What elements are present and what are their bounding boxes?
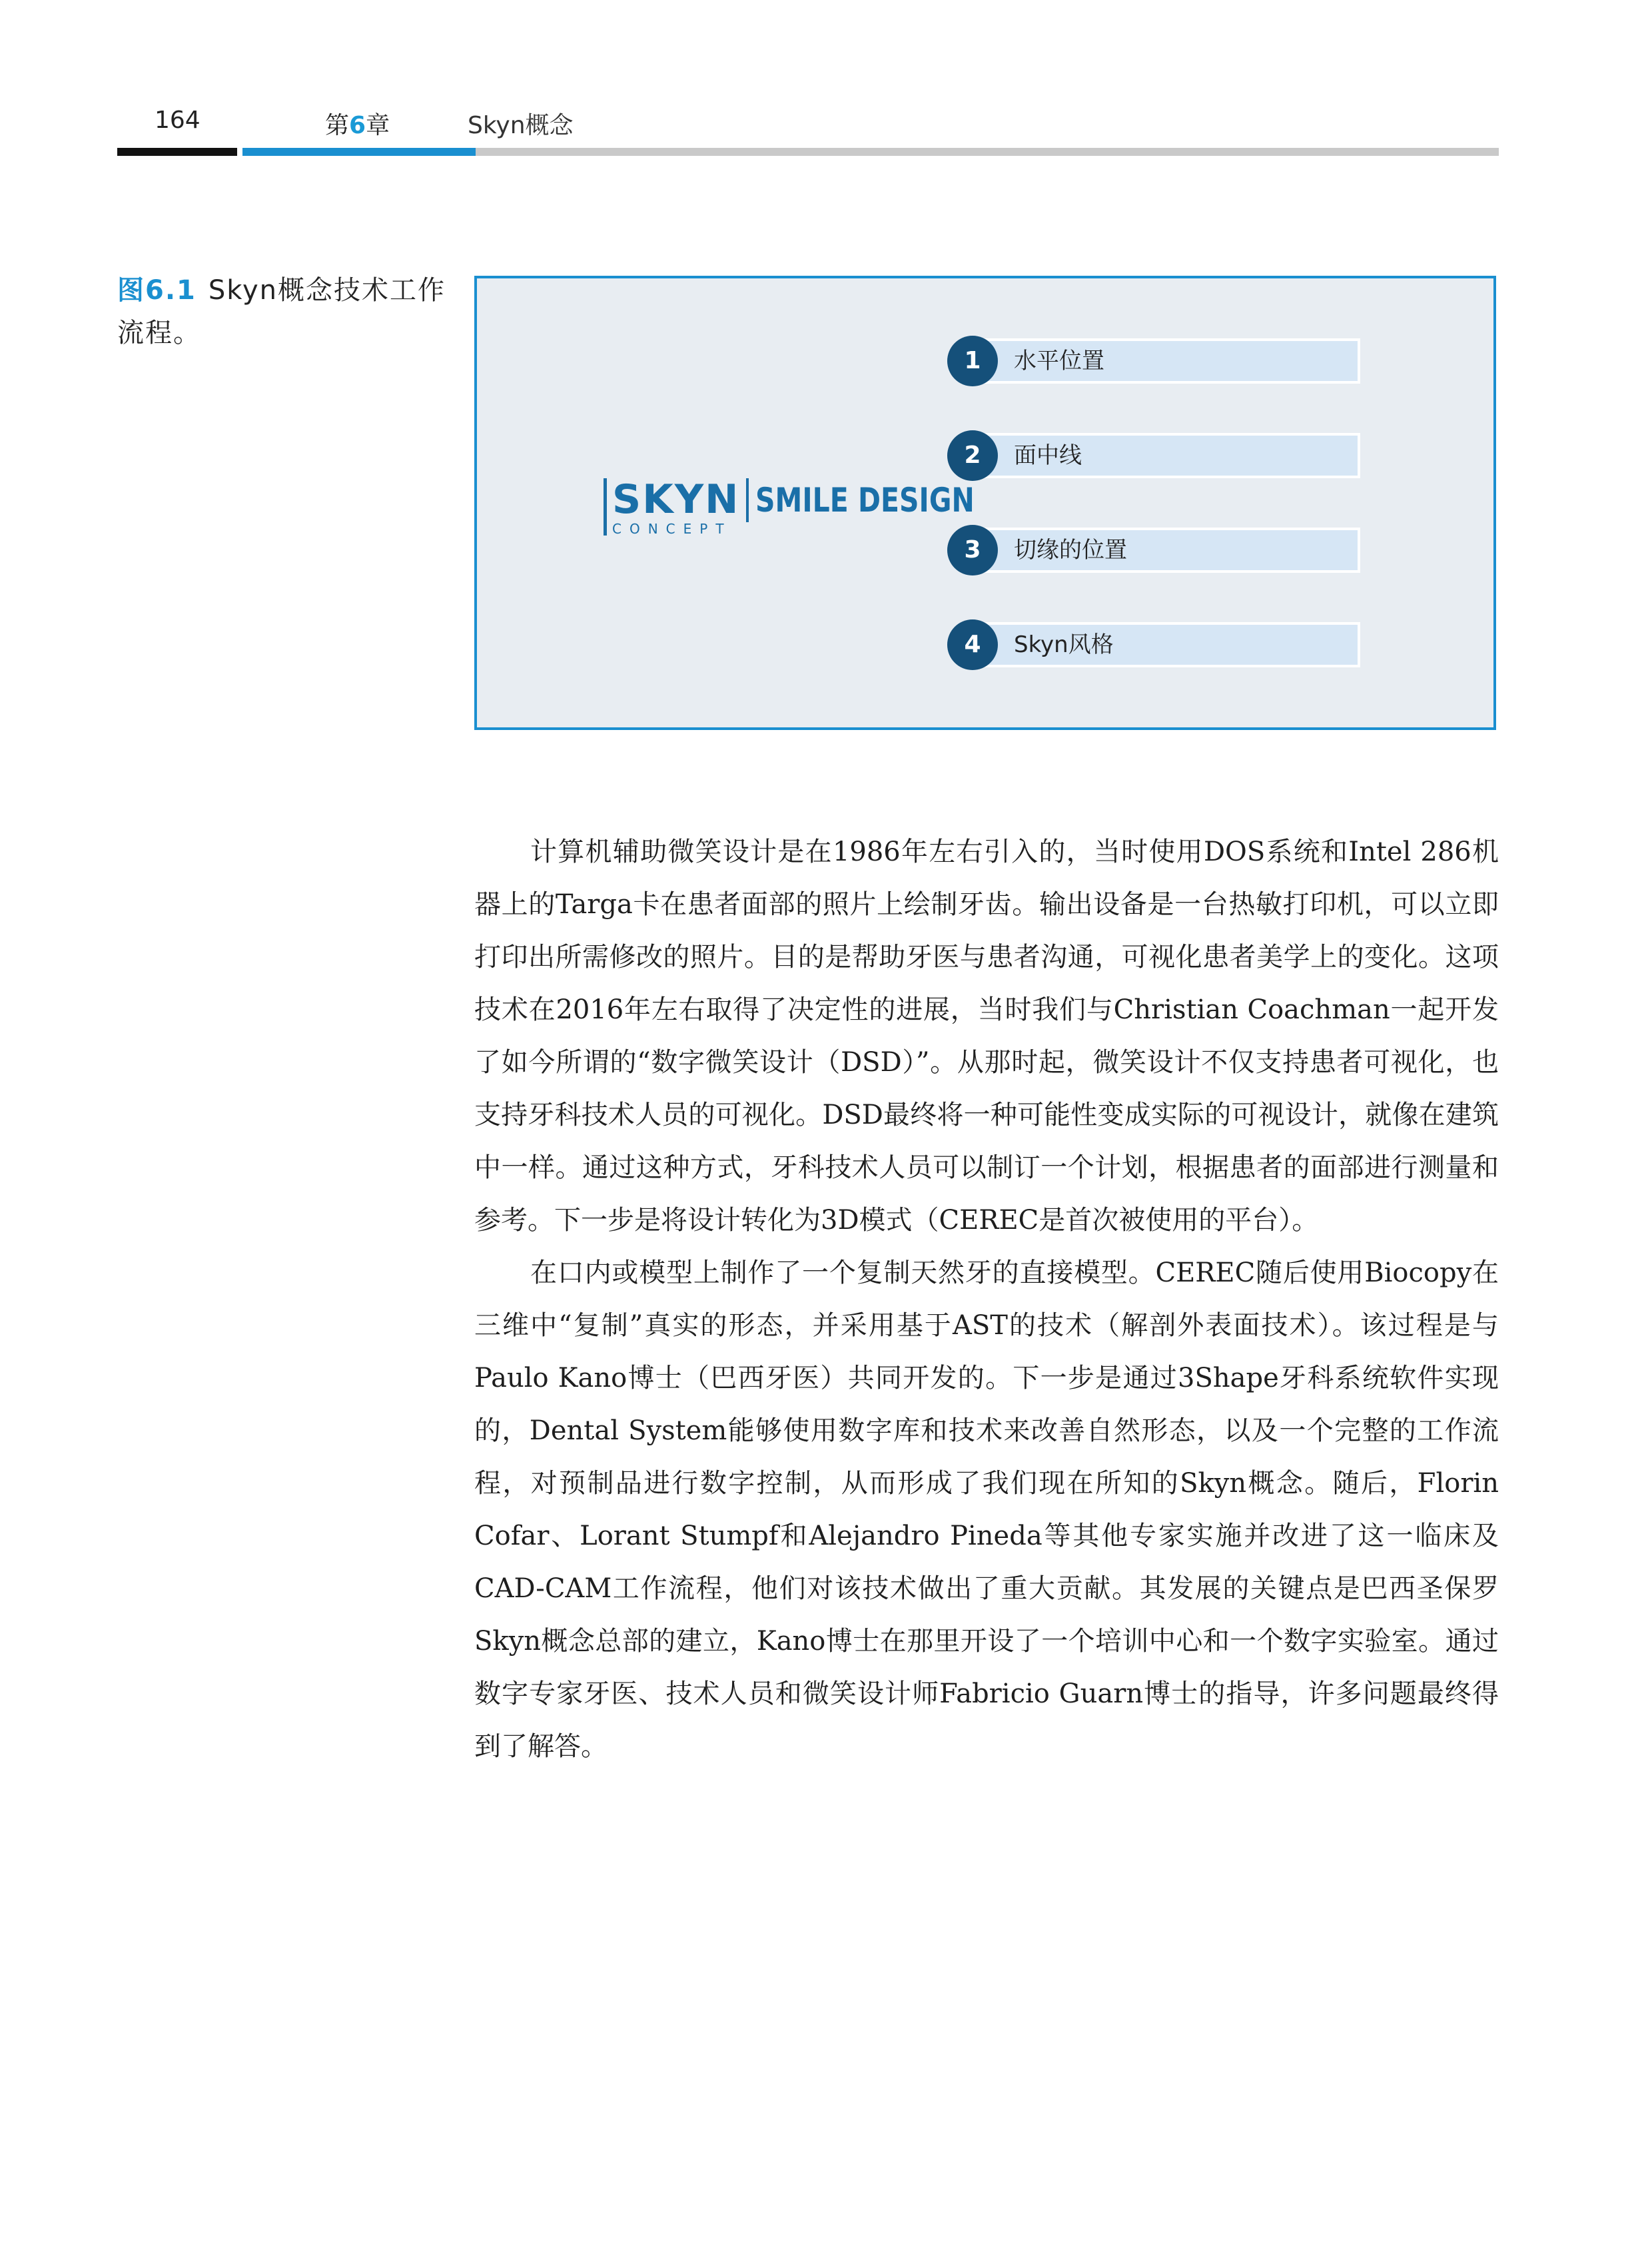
step-number-badge: 4 bbox=[947, 619, 998, 670]
step-label: 切缘的位置 bbox=[1014, 537, 1127, 563]
logo-bar bbox=[604, 478, 607, 536]
logo-skyn-text: SKYN bbox=[612, 476, 740, 523]
step-number-badge: 2 bbox=[947, 430, 998, 481]
step-label: 水平位置 bbox=[1014, 348, 1104, 374]
logo-concept-text: CONCEPT bbox=[612, 521, 732, 537]
header-rule-blue bbox=[242, 148, 476, 156]
step-number-badge: 3 bbox=[947, 525, 998, 575]
step-label: Skyn风格 bbox=[1014, 631, 1114, 658]
page-header bbox=[0, 0, 1652, 160]
page-number: 164 bbox=[155, 107, 201, 134]
figure-caption-text: Skyn概念技术工作流程。 bbox=[117, 275, 446, 348]
figure-label: 图6.1 bbox=[117, 275, 197, 306]
figure-caption bbox=[117, 269, 457, 354]
chapter-prefix: 第 bbox=[325, 112, 350, 139]
header-rule-gray bbox=[476, 148, 1499, 156]
workflow-step-2 bbox=[947, 430, 1360, 481]
workflow-figure bbox=[474, 276, 1496, 730]
step-label: 面中线 bbox=[1014, 442, 1082, 469]
workflow-step-3 bbox=[947, 525, 1360, 575]
workflow-step-1 bbox=[947, 336, 1360, 386]
logo-smile-design-text: SMILE DESIGN bbox=[755, 481, 975, 520]
running-title: Skyn概念 bbox=[468, 112, 574, 139]
body-paragraph-1: 计算机辅助微笑设计是在1986年左右引入的，当时使用DOS系统和Intel 286机器上的Targa卡在患者面部的照片上绘制牙齿。输出设备是一台热敏打印机，可以立即打印出所需修改的照片。目的是帮助牙医与患者沟通，可视化患者美学上的变化。这项技术在2016年左右取得了决定性的进展，当时我们与Christian Coachman一起开发了如今所谓的“数字微笑设计（DSD）”。从那时起，微笑设计不仅支持患者可视化，也支持牙科技术人员的可视化。DSD最终将一种可能性变成实际的可视设计，就像在建筑中一样。通过这种方式，牙科技术人员可以制订一个计划，根据患者的面部进行测量和参考。下一步是将设计转化为3D模式（CEREC是首次被使用的平台）。 bbox=[474, 837, 1499, 1236]
body-text bbox=[474, 826, 1499, 1773]
body-paragraph-2: 在口内或模型上制作了一个复制天然牙的直接模型。CEREC随后使用Biocopy在三维中“复制”真实的形态，并采用基于AST的技术（解剖外表面技术）。该过程是与Paulo Kano博士（巴西牙医）共同开发的。下一步是通过3Shape牙科系统软件实现的，Dental System能够使用数字库和技术来改善自然形态，以及一个完整的工作流程，对预制品进行数字控制，从而形成了我们现在所知的Skyn概念。随后，Florin Cofar、Lorant Stumpf和Alejandro Pineda等其他专家实施并改进了这一临床及CAD-CAM工作流程，他们对该技术做出了重大贡献。其发展的关键点是巴西圣保罗Skyn概念总部的建立，Kano博士在那里开设了一个培训中心和一个数字实验室。通过数字专家牙医、技术人员和微笑设计师Fabricio Guarn博士的指导，许多问题最终得到了解答。 bbox=[474, 1258, 1499, 1762]
step-number-badge: 1 bbox=[947, 336, 998, 386]
logo-separator bbox=[746, 478, 749, 522]
header-rule-black bbox=[117, 148, 237, 156]
chapter-label bbox=[325, 107, 390, 141]
chapter-number: 6 bbox=[349, 112, 366, 139]
chapter-suffix: 章 bbox=[366, 112, 390, 139]
workflow-step-4 bbox=[947, 619, 1360, 670]
logo-skyn-block bbox=[612, 478, 739, 537]
